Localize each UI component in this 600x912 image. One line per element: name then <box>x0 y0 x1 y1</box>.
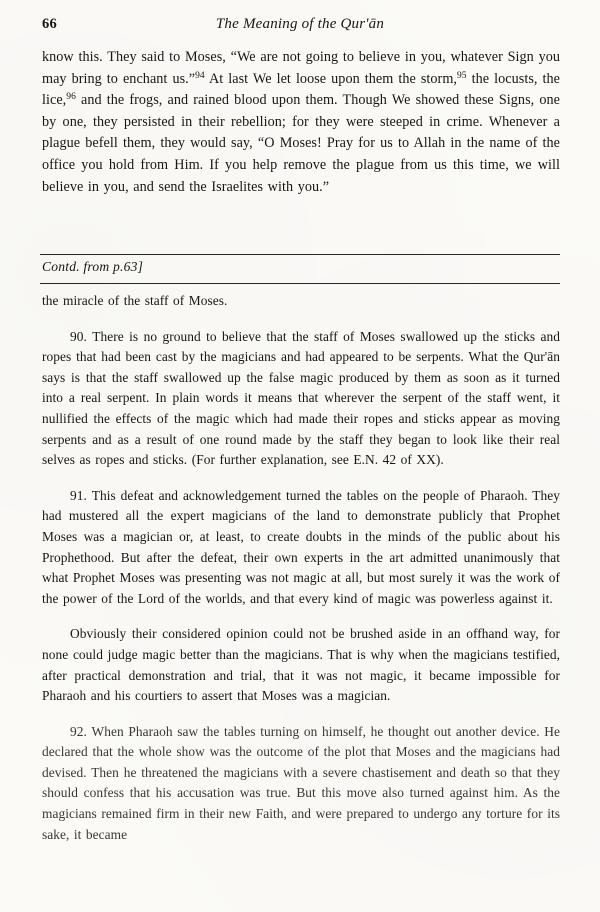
note-lead-line: the miracle of the staff of Moses. <box>42 293 228 308</box>
note-number-92: 92. <box>70 723 87 739</box>
footnote-marker-95: 95 <box>457 70 467 81</box>
note-body-90: There is no ground to believe that the staff of Moses swallowed up the sticks and ropes that had been cast by the magicians and had appeared to be serpents. What the Qur'ān says is that the staff swallowed up the false magic produced by them as soon as it turned into a real serpent. In plain words it means that wherever the serpent of the staff went, it nullified the effects of the magic which had made their ropes and sticks appear as moving serpents and as a result of one round made by the staff they began to look like their real selves as ropes and sticks. (For further explanation, see E.N. 42 of XX). <box>42 328 561 468</box>
note-body-92: When Pharaoh saw the tables turning on himself, he thought out another device. He declared that the whole show was the outcome of the plot that Moses and the magicians had devised. Then he threatened the magicians with a severe chastisement and death so that they should confess that his accusation was true. But this move also turned against him. As the magicians remained firm in their new Faith, and were prepared to undergo any torture for its sake, it became <box>42 723 560 842</box>
book-title: The Meaning of the Qur'ān <box>215 16 385 32</box>
note-item-90 <box>42 327 560 471</box>
footnote-marker-96: 96 <box>66 91 76 102</box>
main-text-seg-1: know this. They said to Moses, “We are not going to believe in you, whatever Sign you may bring to enchant us.” <box>42 49 560 87</box>
footnote-marker-94: 94 <box>195 70 205 81</box>
page-header <box>42 16 558 38</box>
note-number-91: 91. <box>70 487 87 503</box>
main-text-seg-2: At last We let loose upon them the storm, <box>204 70 457 87</box>
main-paragraph <box>42 47 560 198</box>
main-text-seg-4: and the frogs, and rained blood upon them. Though We showed these Signs, one by one, they persisted in their rebellion; for they were steeped in crime. Whenever a plague befell them, they would say, “O Moses! Pray for us to Allah in the name of the office you hold from Him. If you help remove the plague from us this time, we will believe in you, and send the Israelites with you.” <box>42 92 560 195</box>
note-item-92 <box>42 722 560 846</box>
main-text-seg-3: the locusts, the lice, <box>42 70 560 109</box>
note-item-91 <box>42 486 560 610</box>
note-body-91: This defeat and acknowledgement turned the tables on the people of Pharaoh. They had mustered all the expert magicians of the land to demonstrate publicly that Prophet Moses was a magician or, at least, to create doubts in the minds of the public about his Prophethood. But after the defeat, their own experts in the art admitted unanimously that what Prophet Moses was presenting was not magic at all, but most surely it was the work of the power of the Lord of the worlds, and that every kind of magic was powerless against it. <box>42 487 560 606</box>
continuation-label: Contd. from p.63] <box>42 259 144 274</box>
page-number: 66 <box>42 16 58 32</box>
main-body-text <box>42 47 560 198</box>
note-number-90: 90. <box>70 328 87 344</box>
note-item-obviously <box>42 624 560 706</box>
note-body-obviously: Obviously their considered opinion could not be brushed aside in an offhand way, for none could judge magic better than the magicians. That is why when the magicians testified, after practical demonstration and trial, that it was not magic, it became impossible for Pharaoh and his courtiers to assert that Moses was a magician. <box>42 626 560 704</box>
divider-rule-top <box>40 254 560 255</box>
notes-section <box>42 291 560 845</box>
divider-rule-bottom <box>40 283 560 284</box>
